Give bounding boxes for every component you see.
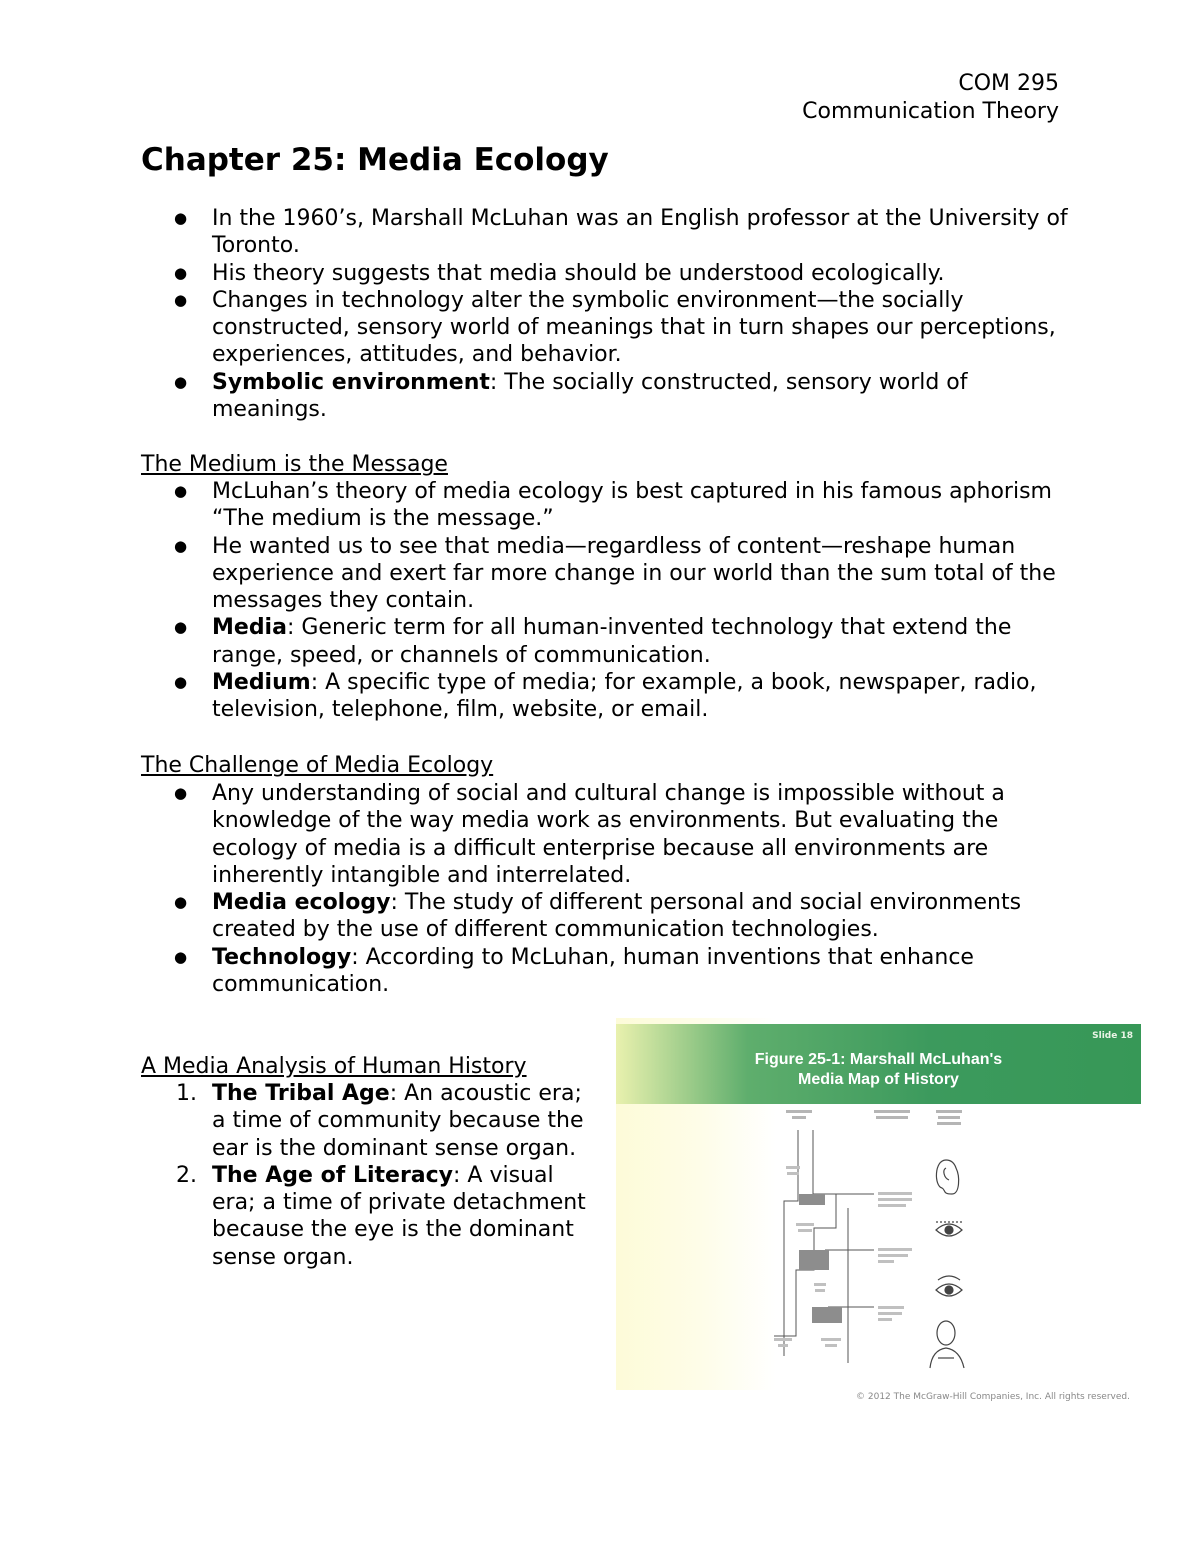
term: Technology bbox=[212, 944, 352, 970]
term: The Tribal Age bbox=[212, 1081, 390, 1106]
list-item: ● Any understanding of social and cultural change is impossible without a knowledge of the way media work as environments. But evaluating the ecology of media is a difficult enterprise because all environments are inherently intangible and interrelated. bbox=[141, 780, 1071, 889]
eye-icon bbox=[936, 1276, 962, 1296]
list-item: ● Media: Generic term for all human-invented technology that extend the range, speed, or channels of communication. bbox=[141, 614, 1071, 669]
list-item: ● Symbolic environment: The socially constructed, sensory world of meanings. bbox=[141, 369, 1071, 424]
term: Symbolic environment bbox=[212, 369, 490, 395]
term: Media ecology bbox=[212, 890, 391, 916]
section-heading-history: A Media Analysis of Human History bbox=[141, 1054, 527, 1079]
person-icon bbox=[930, 1321, 964, 1368]
sense-organ-icons bbox=[930, 1160, 964, 1368]
figure-title: Figure 25-1: Marshall McLuhan's Media Map of History bbox=[754, 1051, 1003, 1088]
list-item: ● Technology: According to McLuhan, human inventions that enhance communication. bbox=[141, 944, 1071, 999]
list-item: ● His theory suggests that media should be understood ecologically. bbox=[141, 260, 1071, 287]
chapter-title: Chapter 25: Media Ecology bbox=[141, 142, 609, 178]
term: The Age of Literacy bbox=[212, 1162, 454, 1188]
section-heading-challenge: The Challenge of Media Ecology bbox=[141, 753, 494, 778]
term: Media bbox=[212, 615, 287, 641]
figure-media-map bbox=[616, 1018, 1141, 1402]
section-heading-medium: The Medium is the Message bbox=[141, 452, 448, 477]
list-item: ● In the 1960’s, Marshall McLuhan was an English professor at the University of Toronto. bbox=[141, 205, 1071, 260]
list-number: 1. bbox=[176, 1081, 197, 1106]
challenge-bullet-list bbox=[141, 780, 1071, 998]
course-name: Communication Theory bbox=[802, 99, 1059, 124]
faded-column-headers bbox=[786, 1110, 962, 1125]
list-item: 1. The Tribal Age: An acoustic era; a time of community because the ear is the dominant sense organ. bbox=[176, 1081, 584, 1161]
list-item: ● Changes in technology alter the symbolic environment—the socially constructed, sensory world of meanings that in turn shapes our perceptions, experiences, attitudes, and behavior. bbox=[141, 287, 1071, 369]
slide-label: Slide 18 bbox=[1092, 1031, 1133, 1041]
timeline-lines bbox=[774, 1130, 874, 1363]
ear-icon bbox=[936, 1160, 958, 1194]
list-number: 2. bbox=[176, 1162, 197, 1188]
media-map-diagram bbox=[616, 1018, 1141, 1390]
list-item: ● McLuhan’s theory of media ecology is best captured in his famous aphorism “The medium is the message.” bbox=[141, 478, 1071, 533]
medium-bullet-list bbox=[141, 478, 1071, 724]
figure-copyright: © 2012 The McGraw-Hill Companies, Inc. All rights reserved. bbox=[856, 1392, 1130, 1402]
term: Medium bbox=[212, 670, 311, 696]
list-item: ● He wanted us to see that media—regardless of content—reshape human experience and exert far more change in our world than the sum total of the messages they contain. bbox=[141, 533, 1071, 615]
history-numbered-list bbox=[141, 1080, 601, 1271]
intro-bullet-list bbox=[141, 205, 1071, 423]
list-item: 2. The Age of Literacy: A visual era; a time of private detachment because the eye is the dominant sense organ. bbox=[176, 1162, 586, 1270]
faded-age-labels bbox=[774, 1166, 912, 1347]
course-code: COM 295 bbox=[958, 71, 1059, 96]
list-item: ● Media ecology: The study of different personal and social environments created by the use of different communication technologies. bbox=[141, 889, 1071, 944]
eye-icon bbox=[936, 1222, 962, 1236]
list-item: ● Medium: A specific type of media; for example, a book, newspaper, radio, television, telephone, film, website, or email. bbox=[141, 669, 1071, 724]
course-header bbox=[802, 70, 1059, 126]
